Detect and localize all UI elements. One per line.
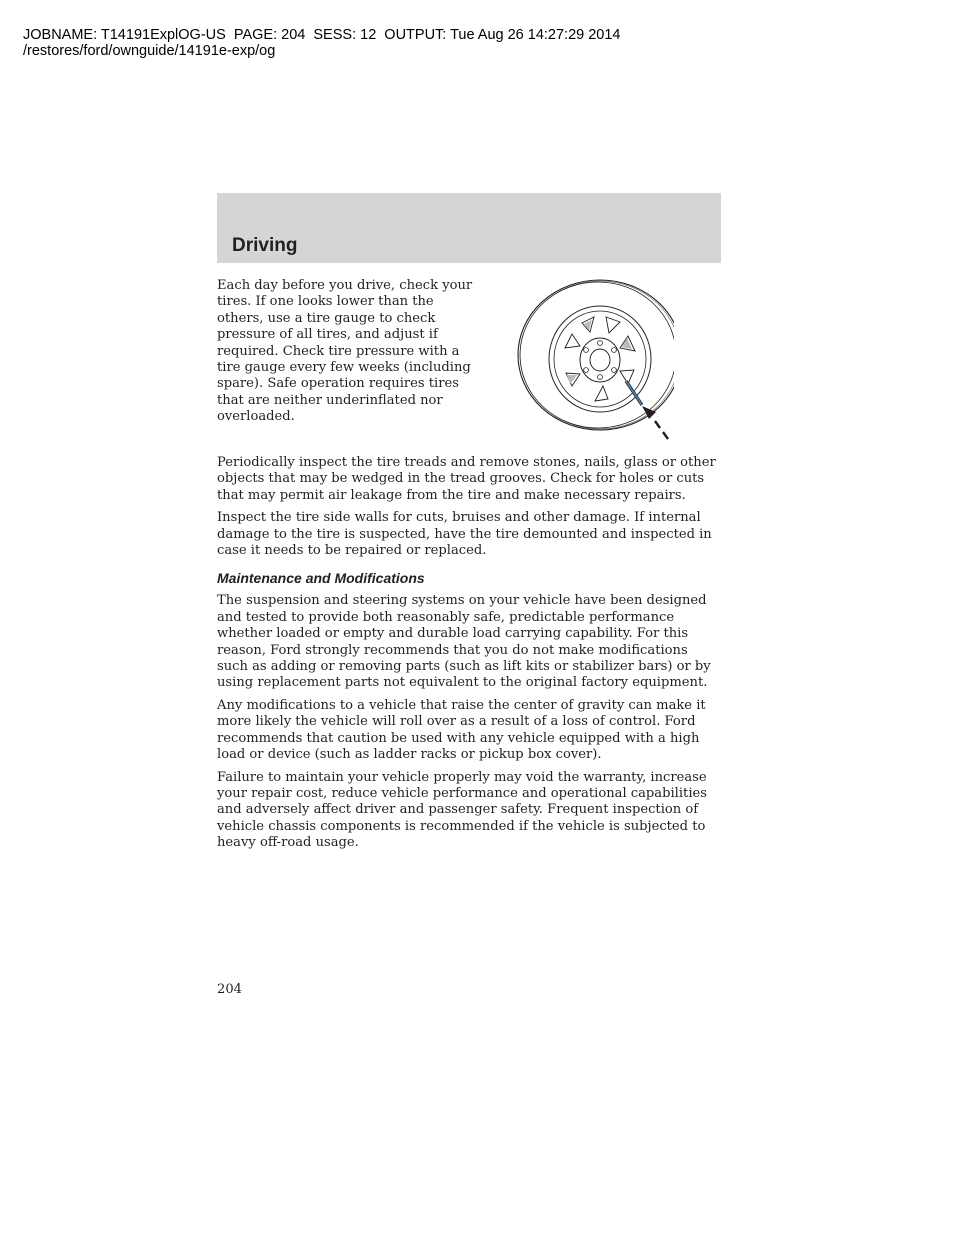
paragraph-failure: Failure to maintain your vehicle properly may void the warranty, increase your repair cost, reduce vehicle performance and operational capabilities and adversely affect driver and passenger safety. Frequent inspection of vehicle chassis components is recommended if the vehicle is subjected to heavy off-road usage.	[217, 769, 707, 851]
tire-valve-stem-illustration	[514, 278, 674, 442]
print-job-line: JOBNAME: T14191ExplOG-US PAGE: 204 SESS: 12 OUTPUT: Tue Aug 26 14:27:29 2014	[23, 27, 621, 43]
print-job-header	[23, 27, 621, 59]
paragraph-sidewalls: Inspect the tire side walls for cuts, bruises and other damage. If internal damage to the tire is suspected, have the tire demounted and inspected in case it needs to be repaired or replaced.	[217, 510, 712, 559]
page-number: 204	[217, 982, 242, 997]
arrow-dash	[655, 421, 660, 428]
section-title: Driving	[232, 235, 298, 256]
paragraph-center-of-gravity: Any modifications to a vehicle that raise the center of gravity can make it more likely the vehicle will roll over as a result of a loss of control. Ford recommends that caution be used with any vehicle equipped with a high load or device (such as ladder racks or pickup box cover).	[217, 697, 706, 763]
intro-paragraph: Each day before you drive, check your tires. If one looks lower than the others, use a tire gauge to check pressure of all tires, and adjust if required. Check tire pressure with a tire gauge every few weeks (including spare). Safe operation requires tires that are neither underinflated nor overloaded.	[217, 278, 473, 425]
main-content	[217, 455, 721, 858]
subheading-maintenance: Maintenance and Modifications	[217, 570, 425, 587]
section-header-band	[217, 193, 721, 263]
arrow-dash	[663, 432, 668, 439]
paragraph-treads: Periodically inspect the tire treads and remove stones, nails, glass or other objects that may be wedged in the tread grooves. Check for holes or cuts that may permit air leakage from the tire and make necessary repairs.	[217, 455, 716, 503]
paragraph-suspension: The suspension and steering systems on your vehicle have been designed and tested to provide both reasonably safe, predictable performance whether loaded or empty and durable load carrying capability. For this reason, Ford strongly recommends that you do not make modifications such as adding or removing parts (such as lift kits or stabilizer bars) or by using replacement parts not equivalent to the original factory equipment.	[217, 593, 711, 691]
tire-illustration-svg	[514, 278, 674, 442]
print-path-line: /restores/ford/ownguide/14191e-exp/og	[23, 43, 276, 59]
hub-center-cap	[590, 349, 610, 371]
